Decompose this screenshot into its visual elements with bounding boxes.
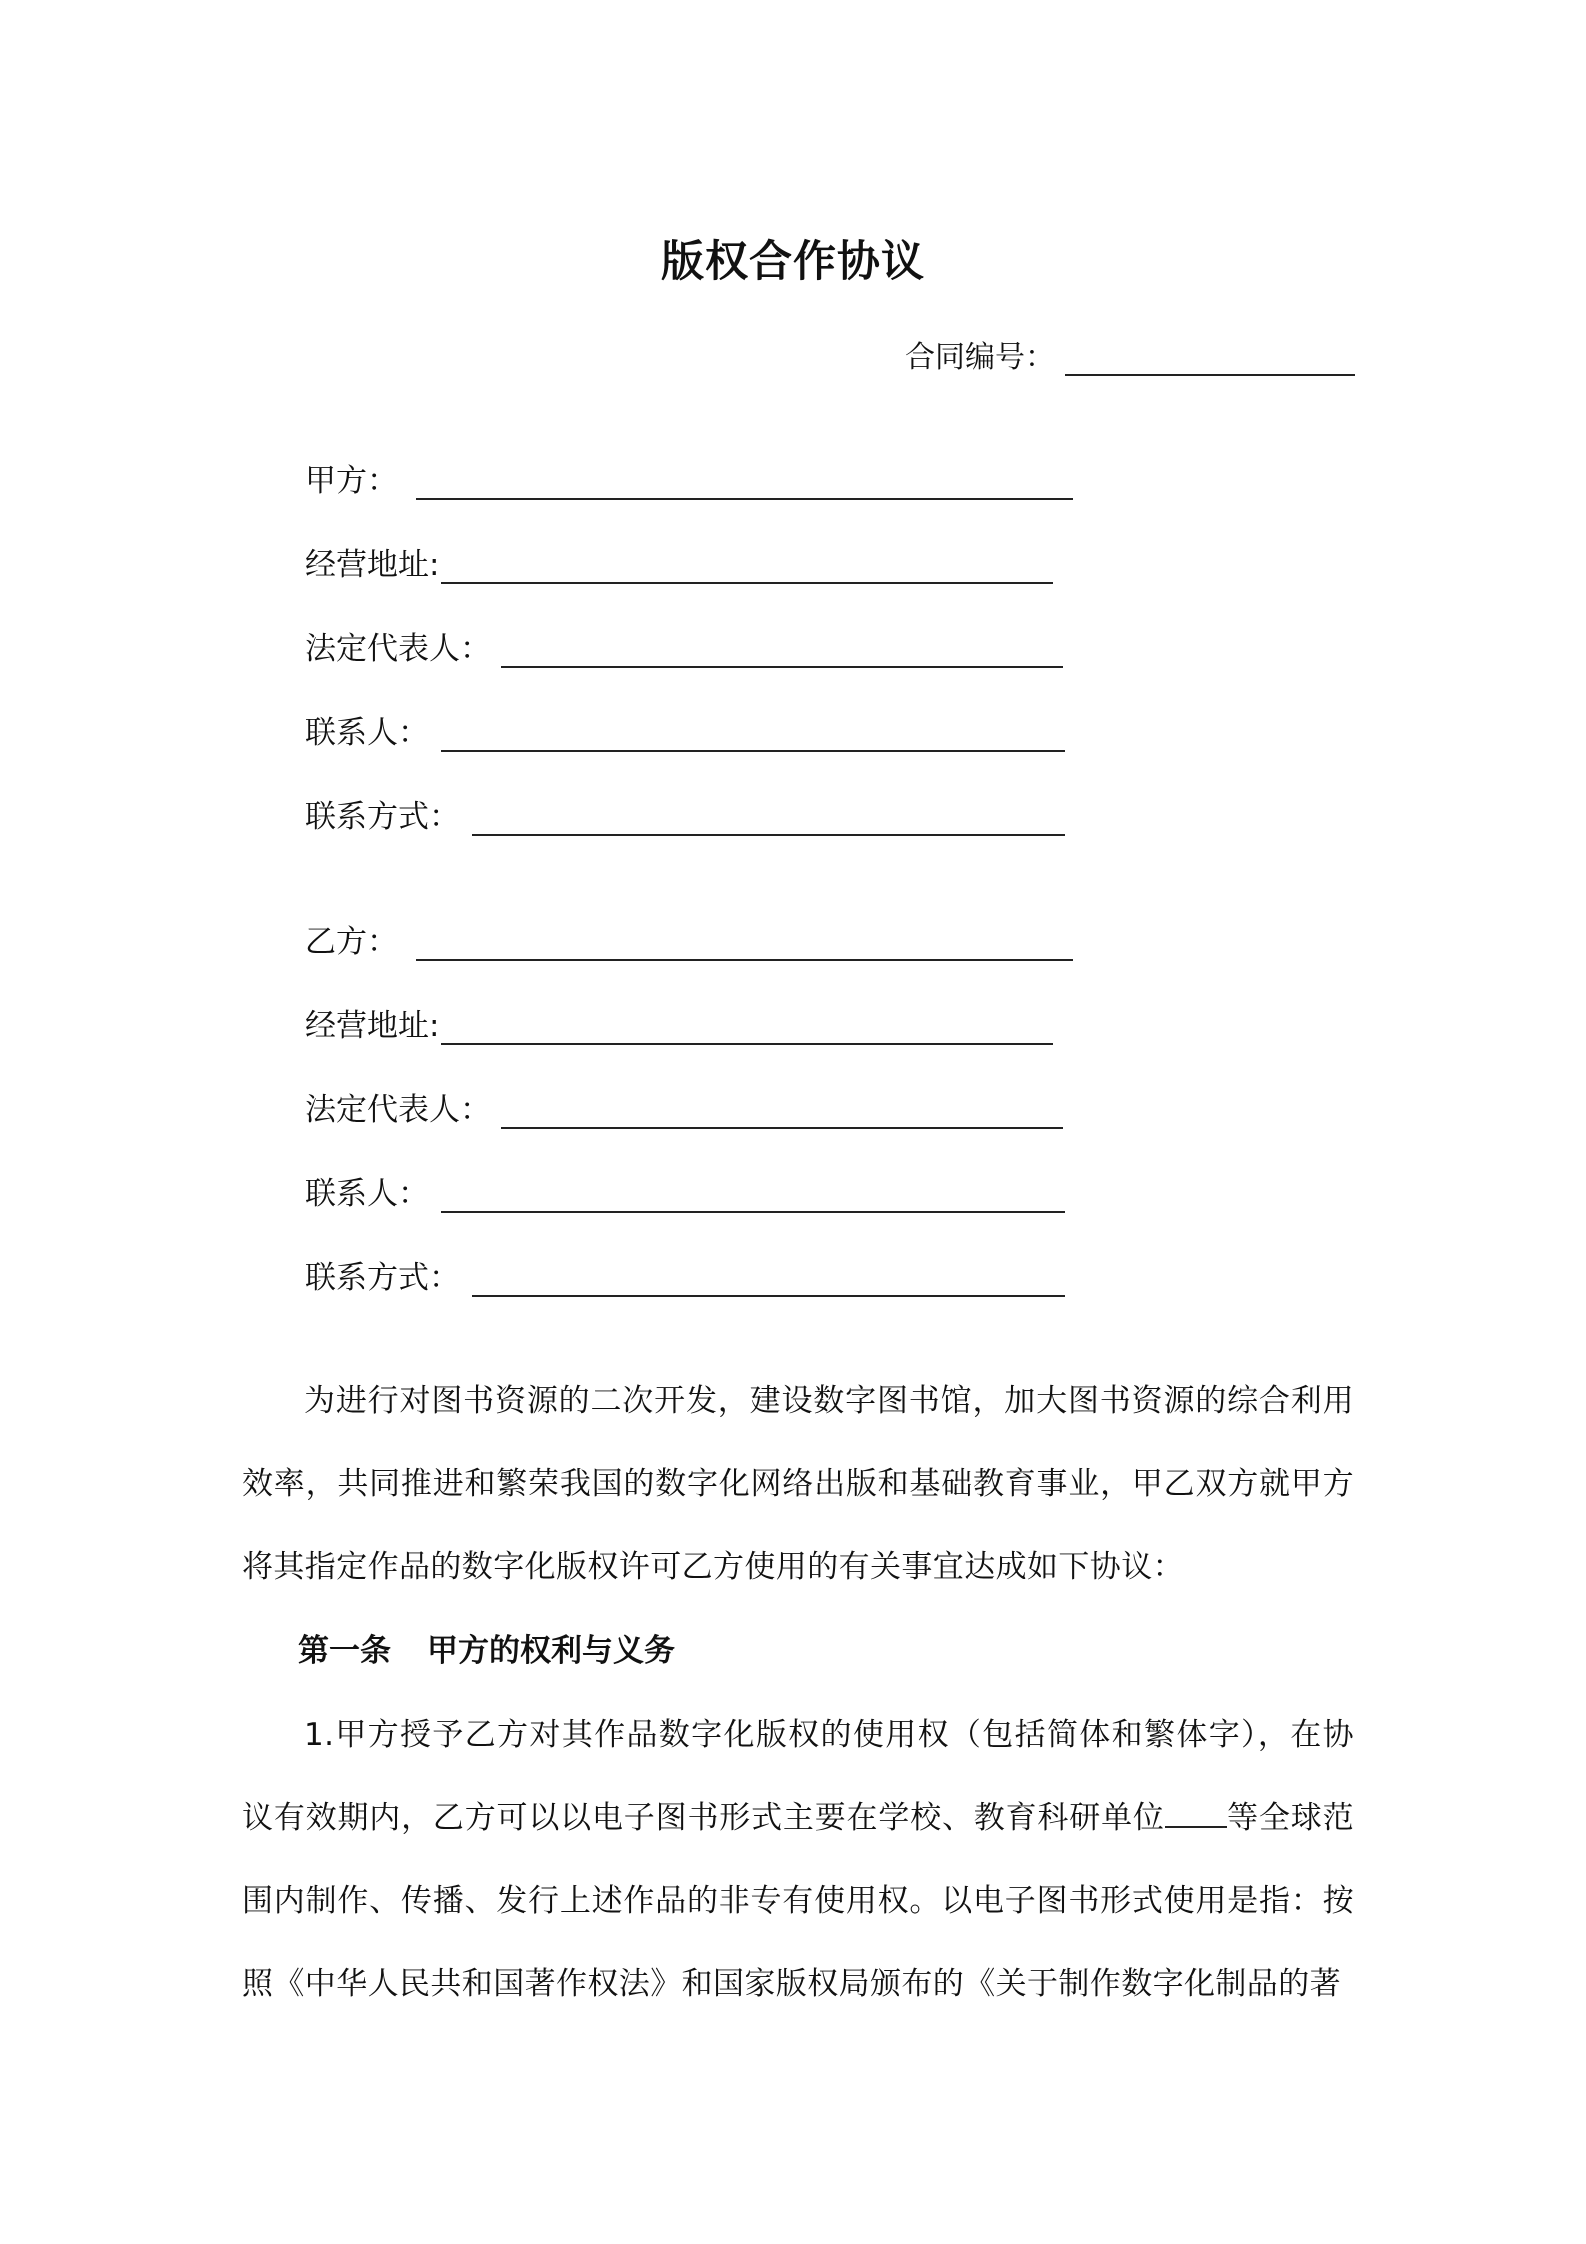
party-b-contact-info-blank[interactable] (472, 1257, 1065, 1297)
party-b-contact-label: 联系人： (305, 1176, 429, 1212)
party-a-legal-rep-blank[interactable] (501, 628, 1063, 668)
party-b-name-blank[interactable] (416, 921, 1073, 961)
party-a-legal-rep-field (305, 623, 1063, 668)
article-1-heading (298, 1625, 675, 1670)
party-a-name-blank[interactable] (416, 460, 1073, 500)
party-b-contact-info-field (305, 1252, 1065, 1297)
contract-number-label: 合同编号： (905, 340, 1055, 375)
party-a-address-field (305, 539, 1053, 584)
party-b-contact-info-label: 联系方式： (305, 1260, 460, 1296)
article-1-title: 甲方的权利与义务 (427, 1633, 675, 1669)
contract-number-blank[interactable] (1065, 334, 1355, 376)
party-a-name-label: 甲方： (305, 463, 398, 499)
party-a-contact-field (305, 707, 1065, 752)
party-a-contact-info-blank[interactable] (472, 796, 1065, 836)
party-b-legal-rep-blank[interactable] (501, 1089, 1063, 1129)
party-b-address-field (305, 1000, 1053, 1045)
clause-1-blank[interactable] (1165, 1800, 1227, 1828)
party-a-legal-rep-label: 法定代表人： (305, 631, 491, 667)
party-b-legal-rep-label: 法定代表人： (305, 1092, 491, 1128)
party-a-contact-info-label: 联系方式： (305, 799, 460, 835)
party-b-address-blank[interactable] (441, 1005, 1053, 1045)
party-a-contact-blank[interactable] (441, 712, 1065, 752)
intro-paragraph: 为进行对图书资源的二次开发，建设数字图书馆，加大图书资源的综合利用效率，共同推进和繁荣我国的数字化网络出版和基础教育事业，甲乙双方就甲方将其指定作品的数字化版权许可乙方使用的有关事宜达成如下协议： (242, 1383, 1354, 1585)
clause-1-text-part2: 等全球范围内制作、传播、发行上述作品的非专有使用权。以电子图书形式使用是指：按照《中华人民共和国著作权法》和国家版权局颁布的《关于制作数字化制品的著 (242, 1800, 1354, 2002)
contract-number-field (905, 332, 1355, 376)
party-a-address-blank[interactable] (441, 544, 1053, 584)
party-a-contact-label: 联系人： (305, 715, 429, 751)
document-title: 版权合作协议 (661, 237, 925, 287)
party-b-name-field (305, 916, 1073, 961)
party-a-address-label: 经营地址: (305, 547, 440, 583)
article-1-clause-1 (242, 1694, 1354, 2026)
party-b-address-label: 经营地址: (305, 1008, 440, 1044)
article-1-number: 第一条 (298, 1633, 391, 1669)
party-b-contact-field (305, 1168, 1065, 1213)
party-b-legal-rep-field (305, 1084, 1063, 1129)
party-b-contact-blank[interactable] (441, 1173, 1065, 1213)
party-a-contact-info-field (305, 791, 1065, 836)
party-b-name-label: 乙方： (305, 924, 398, 960)
party-a-name-field (305, 455, 1073, 500)
clause-1-text-part1: 1.甲方授予乙方对其作品数字化版权的使用权（包括简体和繁体字），在协议有效期内，乙方可以以电子图书形式主要在学校、教育科研单位 (242, 1717, 1354, 1836)
